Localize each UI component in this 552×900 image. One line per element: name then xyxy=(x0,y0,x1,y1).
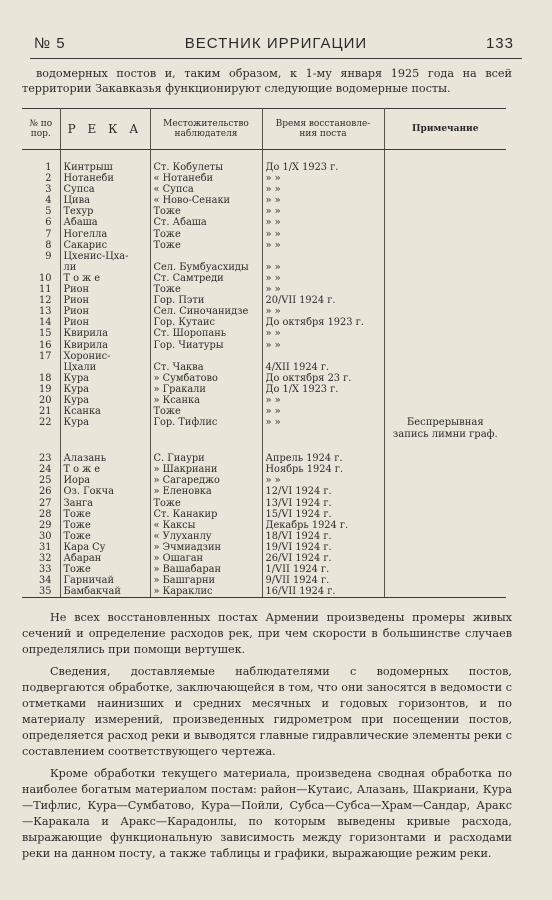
table-row xyxy=(22,586,506,598)
restoration-time: » » xyxy=(262,328,384,339)
restoration-time: 18/VI 1924 г. xyxy=(262,531,384,542)
restoration-time: 19/VI 1924 г. xyxy=(262,542,384,553)
note xyxy=(384,406,506,417)
row-number: 5 xyxy=(22,206,60,217)
note xyxy=(384,553,506,564)
note xyxy=(384,240,506,251)
river-name: Рион xyxy=(60,295,150,306)
row-number: 11 xyxy=(22,284,60,295)
table-row xyxy=(22,306,506,317)
restoration-time: 4/XII 1924 г. xyxy=(262,362,384,373)
river-name: Квирила xyxy=(60,328,150,339)
observer-location: « Каксы xyxy=(150,520,262,531)
col-header-note: Примечание xyxy=(384,109,506,150)
note xyxy=(384,542,506,553)
table-row xyxy=(22,229,506,240)
table-header-row xyxy=(22,109,506,150)
river-name: Абаша xyxy=(60,217,150,228)
observer-location: » Ксанка xyxy=(150,395,262,406)
observer-location: Гор. Чиатуры xyxy=(150,340,262,351)
observer-location: « Нотанеби xyxy=(150,173,262,184)
restoration-time: До 1/Х 1923 г. xyxy=(262,384,384,395)
table-row xyxy=(22,441,506,464)
col-header-restoration-time: Время восстановле- ния поста xyxy=(262,109,384,150)
note xyxy=(384,564,506,575)
paragraph-processing: Сведения, доставляемые наблюдателями с водомерных постов, подвергаются обработке, заключающейся в том, что они заносятся в ведомости с отметками наинизших и средних месячных и годовых горизонтов, и по материалу измерений, произведенных гидрометром при посещении постов, определяется расход реки и выводятся главные гидравлические элементы реки с составлением соответствующего чертежа. xyxy=(22,665,512,758)
note xyxy=(384,284,506,295)
observer-location: « Супса xyxy=(150,184,262,195)
note xyxy=(384,575,506,586)
restoration-time: Апрель 1924 г. xyxy=(262,441,384,464)
row-number: 6 xyxy=(22,217,60,228)
table-row xyxy=(22,575,506,586)
table-row xyxy=(22,531,506,542)
note xyxy=(384,295,506,306)
observer-location: Ст. Шоропань xyxy=(150,328,262,339)
row-number: 7 xyxy=(22,229,60,240)
note xyxy=(384,531,506,542)
note xyxy=(384,173,506,184)
restoration-time: 13/VI 1924 г. xyxy=(262,498,384,509)
note xyxy=(384,486,506,497)
river-name: Кура xyxy=(60,395,150,406)
table-row xyxy=(22,273,506,284)
row-number: 31 xyxy=(22,542,60,553)
note xyxy=(384,520,506,531)
body-text xyxy=(22,610,512,868)
row-number: 2 xyxy=(22,173,60,184)
restoration-time: » » xyxy=(262,240,384,251)
observer-location: » Еленовка xyxy=(150,486,262,497)
table-row xyxy=(22,173,506,184)
river-name: Цхенис-Цха- xyxy=(60,251,150,262)
observer-location: » Сагареджо xyxy=(150,475,262,486)
river-name: Техур xyxy=(60,206,150,217)
note xyxy=(384,317,506,328)
observer-location: Ст. Кобулеты xyxy=(150,150,262,174)
observer-location: » Караклис xyxy=(150,586,262,598)
table-row xyxy=(22,251,506,262)
observer-location: Ст. Канакир xyxy=(150,509,262,520)
observer-location: Ст. Абаша xyxy=(150,217,262,228)
table-row xyxy=(22,195,506,206)
note xyxy=(384,195,506,206)
table-row xyxy=(22,184,506,195)
restoration-time: » » xyxy=(262,284,384,295)
journal-title: ВЕСТНИК ИРРИГАЦИИ xyxy=(184,35,368,52)
river-name: Занга xyxy=(60,498,150,509)
note: Беспрерывная запись лимни граф. xyxy=(392,417,498,441)
note xyxy=(384,395,506,406)
observer-location: » Гракали xyxy=(150,384,262,395)
table-row xyxy=(22,384,506,395)
restoration-time: » » xyxy=(262,195,384,206)
river-name: Оз. Гокча xyxy=(60,486,150,497)
table-row xyxy=(22,262,506,273)
table-row xyxy=(22,295,506,306)
note xyxy=(384,441,506,464)
row-number: 35 xyxy=(22,586,60,598)
row-number xyxy=(22,262,60,273)
table-row xyxy=(22,150,506,174)
river-name: Хоронис- xyxy=(60,351,150,362)
restoration-time: До октября 23 г. xyxy=(262,373,384,384)
river-name: Тоже xyxy=(60,509,150,520)
observer-location: Тоже xyxy=(150,240,262,251)
restoration-time: 26/VI 1924 г. xyxy=(262,553,384,564)
col-header-river: Р Е К А xyxy=(60,109,150,150)
observer-location: Тоже xyxy=(150,284,262,295)
row-number: 23 xyxy=(22,441,60,464)
note xyxy=(384,586,506,598)
restoration-time: » » xyxy=(262,206,384,217)
observer-location: » Ошаган xyxy=(150,553,262,564)
river-name: Сакарис xyxy=(60,240,150,251)
note xyxy=(384,262,506,273)
page-header xyxy=(30,30,522,59)
row-number: 22 xyxy=(22,417,60,441)
row-number: 28 xyxy=(22,509,60,520)
row-number: 34 xyxy=(22,575,60,586)
note xyxy=(384,229,506,240)
river-name: Рион xyxy=(60,284,150,295)
river-name: Тоже xyxy=(60,520,150,531)
note xyxy=(384,306,506,317)
table-row xyxy=(22,284,506,295)
note xyxy=(384,217,506,228)
restoration-time xyxy=(262,351,384,362)
note xyxy=(384,464,506,475)
restoration-time: » » xyxy=(262,229,384,240)
note xyxy=(384,362,506,373)
river-name: Бамбакчай xyxy=(60,586,150,598)
restoration-time xyxy=(262,251,384,262)
observer-location: Тоже xyxy=(150,206,262,217)
river-name: Кура xyxy=(60,384,150,395)
river-name: Рион xyxy=(60,306,150,317)
river-name: Иора xyxy=(60,475,150,486)
row-number: 15 xyxy=(22,328,60,339)
table-row xyxy=(22,351,506,362)
river-name: Супса xyxy=(60,184,150,195)
observer-location: Тоже xyxy=(150,406,262,417)
note xyxy=(384,273,506,284)
note xyxy=(384,206,506,217)
observer-location: Ст. Самтреди xyxy=(150,273,262,284)
row-number: 12 xyxy=(22,295,60,306)
river-name: Цхали xyxy=(60,362,150,373)
river-name: Ногелла xyxy=(60,229,150,240)
observer-location: Гор. Тифлис xyxy=(150,417,262,441)
river-name: Абаран xyxy=(60,553,150,564)
row-number: 26 xyxy=(22,486,60,497)
restoration-time: До 1/Х 1923 г. xyxy=(262,150,384,174)
table-row xyxy=(22,317,506,328)
row-number: 24 xyxy=(22,464,60,475)
river-name: Кура xyxy=(60,373,150,384)
intro-text: водомерных постов и, таким образом, к 1-му января 1925 года на всей территории Закавказья функционируют следующие водомерные посты. xyxy=(22,67,512,95)
note xyxy=(384,509,506,520)
observer-location: « Ново-Сенаки xyxy=(150,195,262,206)
restoration-time: » » xyxy=(262,273,384,284)
observer-location: Ст. Чаква xyxy=(150,362,262,373)
row-number: 20 xyxy=(22,395,60,406)
row-number: 9 xyxy=(22,251,60,262)
restoration-time: » » xyxy=(262,417,384,441)
river-name: Квирила xyxy=(60,340,150,351)
table-row xyxy=(22,553,506,564)
observer-location: Гор. Кутаис xyxy=(150,317,262,328)
row-number: 14 xyxy=(22,317,60,328)
table-row xyxy=(22,498,506,509)
restoration-time: » » xyxy=(262,406,384,417)
table-row xyxy=(22,206,506,217)
row-number: 33 xyxy=(22,564,60,575)
row-number: 3 xyxy=(22,184,60,195)
table-row xyxy=(22,520,506,531)
table-row xyxy=(22,464,506,475)
row-number: 21 xyxy=(22,406,60,417)
restoration-time: » » xyxy=(262,217,384,228)
river-name: Рион xyxy=(60,317,150,328)
row-number: 4 xyxy=(22,195,60,206)
restoration-time: » » xyxy=(262,173,384,184)
observer-location: » Эчмиадзин xyxy=(150,542,262,553)
gauge-posts-table xyxy=(22,108,506,598)
river-name: Ксанка xyxy=(60,406,150,417)
note xyxy=(384,184,506,195)
note xyxy=(384,351,506,362)
restoration-time: 16/VII 1924 г. xyxy=(262,586,384,598)
river-name: Т о ж е xyxy=(60,464,150,475)
note xyxy=(384,498,506,509)
observer-location xyxy=(150,351,262,362)
table-row xyxy=(22,475,506,486)
table-row xyxy=(22,240,506,251)
restoration-time: » » xyxy=(262,184,384,195)
river-name: Кура xyxy=(60,417,150,441)
table-row xyxy=(22,509,506,520)
observer-location: Сел. Синочанидзе xyxy=(150,306,262,317)
river-name: Т о ж е xyxy=(60,273,150,284)
restoration-time: До октября 1923 г. xyxy=(262,317,384,328)
river-name: Тоже xyxy=(60,531,150,542)
row-number: 1 xyxy=(22,150,60,174)
table-row xyxy=(22,217,506,228)
table-row xyxy=(22,362,506,373)
restoration-time: » » xyxy=(262,395,384,406)
row-number: 25 xyxy=(22,475,60,486)
paragraph-summary: Кроме обработки текущего материала, произведена сводная обработка по наиболее богатым материалом постам: район—Кутаис, Алазань, Шакриани, Кура—Тифлис, Кура—Сумбатово, Кура—Пойли, Субса—Субса—Храм—Сандар, Аракс—Каракала и Аракс—Карадонлы, по которым выведены кривые расхода, выражающие функциональную зависимость между горизонтами и расходами реки на данном посту, а также таблицы и графики, выражающие режим реки. xyxy=(22,767,512,860)
note xyxy=(384,150,506,174)
river-name: Кинтрыш xyxy=(60,150,150,174)
row-number: 18 xyxy=(22,373,60,384)
river-name: Тоже xyxy=(60,564,150,575)
table-row xyxy=(22,340,506,351)
row-number: 32 xyxy=(22,553,60,564)
river-name: Нотанеби xyxy=(60,173,150,184)
note xyxy=(384,384,506,395)
note xyxy=(384,340,506,351)
river-name: Алазань xyxy=(60,441,150,464)
observer-location: Тоже xyxy=(150,229,262,240)
observer-location: « Улуханлу xyxy=(150,531,262,542)
river-name: Гарничай xyxy=(60,575,150,586)
observer-location: Тоже xyxy=(150,498,262,509)
restoration-time: » » xyxy=(262,475,384,486)
restoration-time: 9/VII 1924 г. xyxy=(262,575,384,586)
note xyxy=(384,373,506,384)
restoration-time: Декабрь 1924 г. xyxy=(262,520,384,531)
row-number: 10 xyxy=(22,273,60,284)
restoration-time: » » xyxy=(262,262,384,273)
restoration-time: 12/VI 1924 г. xyxy=(262,486,384,497)
restoration-time: 15/VI 1924 г. xyxy=(262,509,384,520)
table-row xyxy=(22,417,506,441)
row-number: 8 xyxy=(22,240,60,251)
table-row xyxy=(22,486,506,497)
observer-location: » Шакриани xyxy=(150,464,262,475)
observer-location: Гор. Пэти xyxy=(150,295,262,306)
river-name: ли xyxy=(60,262,150,273)
river-name: Кара Су xyxy=(60,542,150,553)
observer-location xyxy=(150,251,262,262)
issue-number: № 5 xyxy=(34,35,66,52)
table-row xyxy=(22,373,506,384)
row-number: 19 xyxy=(22,384,60,395)
row-number: 29 xyxy=(22,520,60,531)
table-row xyxy=(22,406,506,417)
note xyxy=(384,328,506,339)
paragraph-measurements: Не всех восстановленных постах Армении произведены промеры живых сечений и определение расходов рек, при чем скорости в большинстве случаев определялись при помощи вертушек. xyxy=(22,611,512,656)
table-row xyxy=(22,395,506,406)
table-row xyxy=(22,542,506,553)
col-header-number: № по пор. xyxy=(22,109,60,150)
observer-location: С. Гиаури xyxy=(150,441,262,464)
observer-location: » Башгарни xyxy=(150,575,262,586)
restoration-time: » » xyxy=(262,340,384,351)
row-number: 16 xyxy=(22,340,60,351)
observer-location: » Вашабаран xyxy=(150,564,262,575)
restoration-time: 1/VII 1924 г. xyxy=(262,564,384,575)
page-number: 133 xyxy=(485,35,514,52)
river-name: Цива xyxy=(60,195,150,206)
intro-paragraph xyxy=(22,66,512,96)
row-number: 13 xyxy=(22,306,60,317)
row-number xyxy=(22,362,60,373)
table-row xyxy=(22,564,506,575)
note xyxy=(384,251,506,262)
observer-location: Сел. Бумбуасхиды xyxy=(150,262,262,273)
restoration-time: Ноябрь 1924 г. xyxy=(262,464,384,475)
row-number: 17 xyxy=(22,351,60,362)
restoration-time: 20/VII 1924 г. xyxy=(262,295,384,306)
row-number: 27 xyxy=(22,498,60,509)
restoration-time: » » xyxy=(262,306,384,317)
col-header-observer-location: Местожительство наблюдателя xyxy=(150,109,262,150)
note xyxy=(384,475,506,486)
table-row xyxy=(22,328,506,339)
observer-location: » Сумбатово xyxy=(150,373,262,384)
row-number: 30 xyxy=(22,531,60,542)
